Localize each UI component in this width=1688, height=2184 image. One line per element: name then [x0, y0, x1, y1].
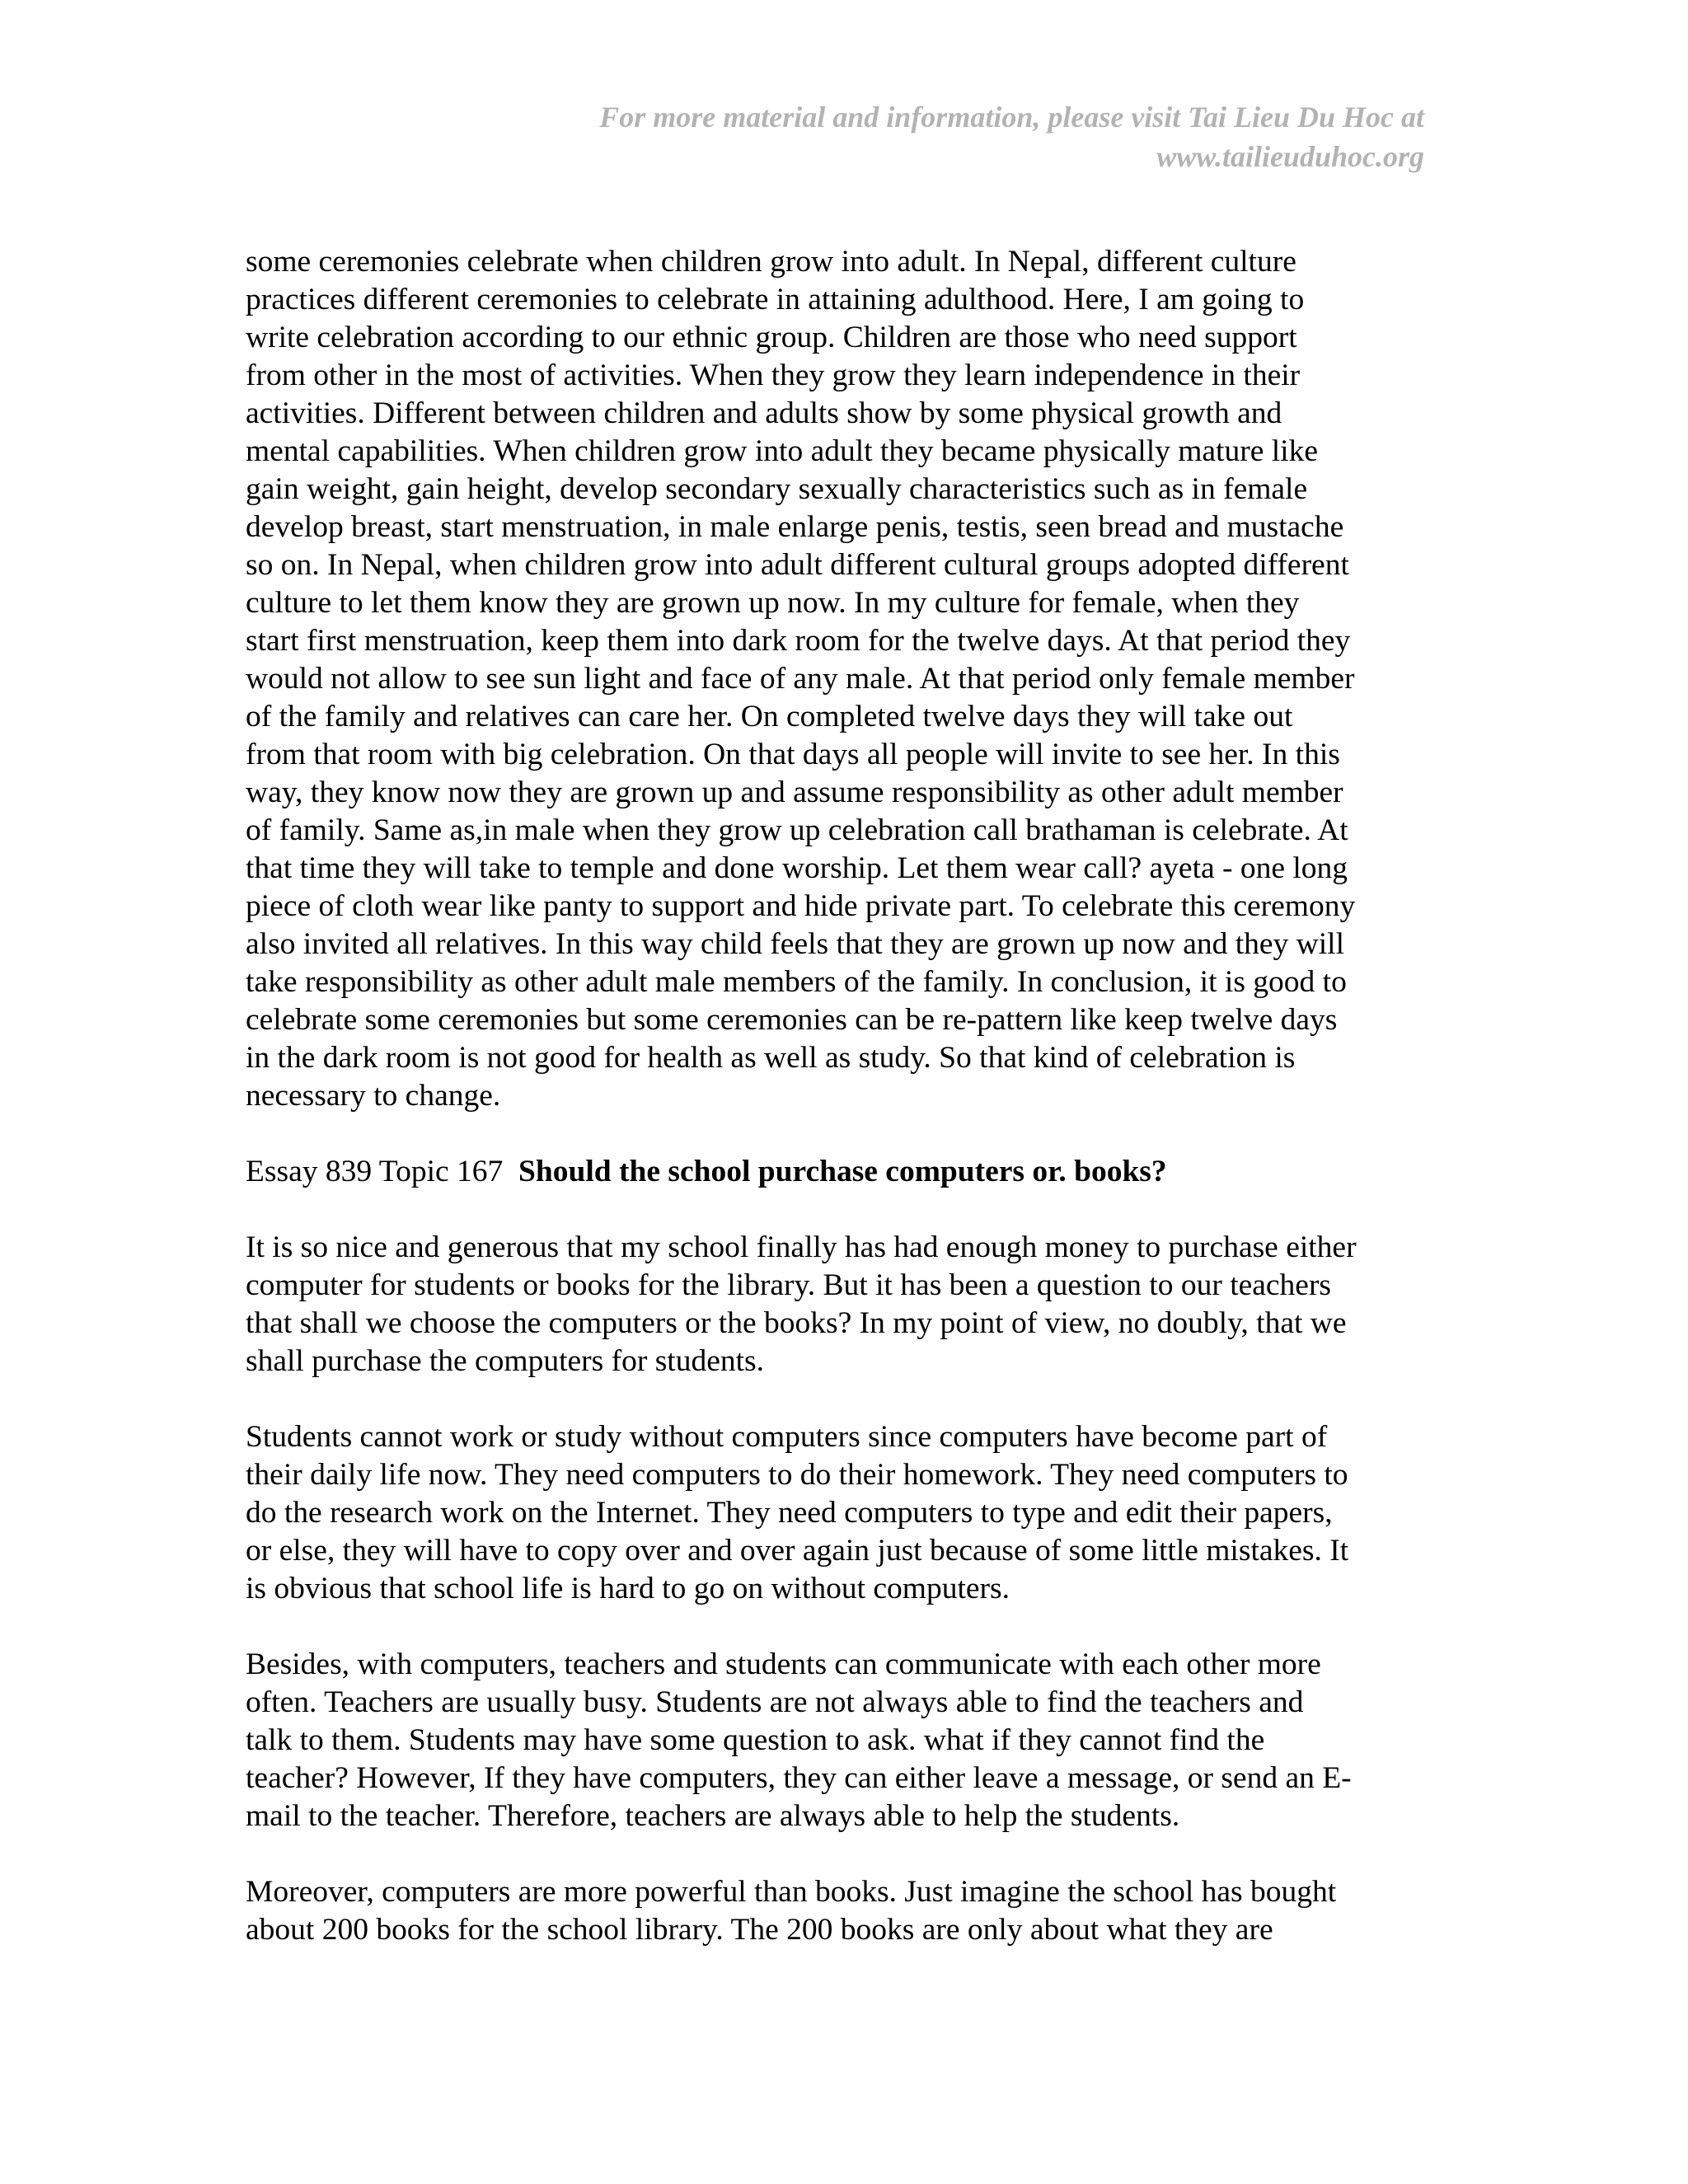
text-line: necessary to change. [246, 1079, 501, 1113]
essay-title: Should the school purchase computers or. books? [518, 1155, 1167, 1188]
paragraph-spacer [246, 1835, 1441, 1873]
paragraph-3 [246, 1418, 1441, 1608]
text-line: about 200 books for the school library. The 200 books are only about what they are [246, 1913, 1273, 1947]
text-line: develop breast, start menstruation, in male enlarge penis, testis, seen bread and mustache [246, 510, 1344, 544]
text-line: practices different ceremonies to celebrate in attaining adulthood. Here, I am going to [246, 283, 1305, 316]
text-line: way, they know now they are grown up and assume responsibility as other adult member [246, 776, 1343, 809]
text-line: computer for students or books for the library. But it has been a question to our teachers [246, 1268, 1332, 1302]
header-line-1: For more material and information, please visit Tai Lieu Du Hoc at [599, 101, 1424, 134]
text-line: Besides, with computers, teachers and students can communicate with each other more [246, 1647, 1321, 1681]
paragraph-5 [246, 1873, 1441, 1949]
essay-label: Essay 839 Topic 167 [246, 1155, 504, 1188]
text-line: in the dark room is not good for health as well as study. So that kind of celebration is [246, 1041, 1296, 1075]
text-line: is obvious that school life is hard to go on without computers. [246, 1572, 1010, 1605]
paragraph-4 [246, 1646, 1441, 1835]
text-line: also invited all relatives. In this way child feels that they are grown up now and they will [246, 927, 1344, 961]
text-line: shall purchase the computers for students. [246, 1344, 765, 1378]
text-line: start first menstruation, keep them into dark room for the twelve days. At that period they [246, 624, 1351, 658]
text-line: gain weight, gain height, develop secondary sexually characteristics such as in female [246, 472, 1308, 506]
text-line: of family. Same as,in male when they grow up celebration call brathaman is celebrate. At [246, 813, 1348, 847]
paragraph-1 [246, 243, 1441, 1115]
text-line: from that room with big celebration. On that days all people will invite to see her. In this [246, 738, 1340, 771]
text-line: that time they will take to temple and done worship. Let them wear call? ayeta - one long [246, 851, 1348, 885]
text-line: culture to let them know they are grown up now. In my culture for female, when they [246, 586, 1300, 620]
document-body [246, 243, 1441, 1949]
text-line: mental capabilities. When children grow into adult they became physically mature like [246, 434, 1318, 468]
text-line: mail to the teacher. Therefore, teachers are always able to help the students. [246, 1799, 1180, 1833]
text-line: teacher? However, If they have computers, they can either leave a message, or send an E- [246, 1761, 1352, 1795]
text-line: so on. In Nepal, when children grow into adult different cultural groups adopted different [246, 548, 1349, 582]
text-line: activities. Different between children and adults show by some physical growth and [246, 396, 1282, 430]
text-line: write celebration according to our ethnic group. Children are those who need support [246, 321, 1297, 354]
text-line: often. Teachers are usually busy. Students are not always able to find the teachers and [246, 1685, 1304, 1719]
paragraph-spacer [246, 1608, 1441, 1646]
paragraph-spacer [246, 1191, 1441, 1229]
text-line: from other in the most of activities. When they grow they learn independence in their [246, 359, 1301, 392]
text-line: some ceremonies celebrate when children grow into adult. In Nepal, different culture [246, 245, 1296, 279]
text-line: would not allow to see sun light and face of any male. At that period only female member [246, 662, 1355, 696]
text-line: talk to them. Students may have some question to ask. what if they cannot find the [246, 1723, 1265, 1757]
text-line: or else, they will have to copy over and over again just because of some little mistakes. It [246, 1534, 1349, 1568]
paragraph-2 [246, 1229, 1441, 1380]
text-line: do the research work on the Internet. They need computers to type and edit their papers, [246, 1496, 1333, 1530]
text-line: Students cannot work or study without computers since computers have become part of [246, 1420, 1328, 1454]
text-line: their daily life now. They need computers to do their homework. They need computers to [246, 1458, 1348, 1492]
paragraph-spacer [246, 1380, 1441, 1418]
text-line: Moreover, computers are more powerful than books. Just imagine the school has bought [246, 1875, 1337, 1909]
text-line: It is so nice and generous that my school finally has had enough money to purchase either [246, 1230, 1357, 1264]
text-line: of the family and relatives can care her. On completed twelve days they will take out [246, 700, 1293, 733]
page-header [353, 97, 1424, 176]
text-line: that shall we choose the computers or the books? In my point of view, no doubly, that we [246, 1306, 1347, 1340]
paragraph-spacer [246, 1115, 1441, 1153]
header-line-2: www.tailieuduhoc.org [1156, 140, 1424, 173]
text-line: celebrate some ceremonies but some ceremonies can be re-pattern like keep twelve days [246, 1003, 1338, 1037]
text-line: piece of cloth wear like panty to support and hide private part. To celebrate this ceremony [246, 889, 1356, 923]
essay-heading [246, 1153, 1441, 1191]
text-line: take responsibility as other adult male members of the family. In conclusion, it is good to [246, 965, 1347, 999]
